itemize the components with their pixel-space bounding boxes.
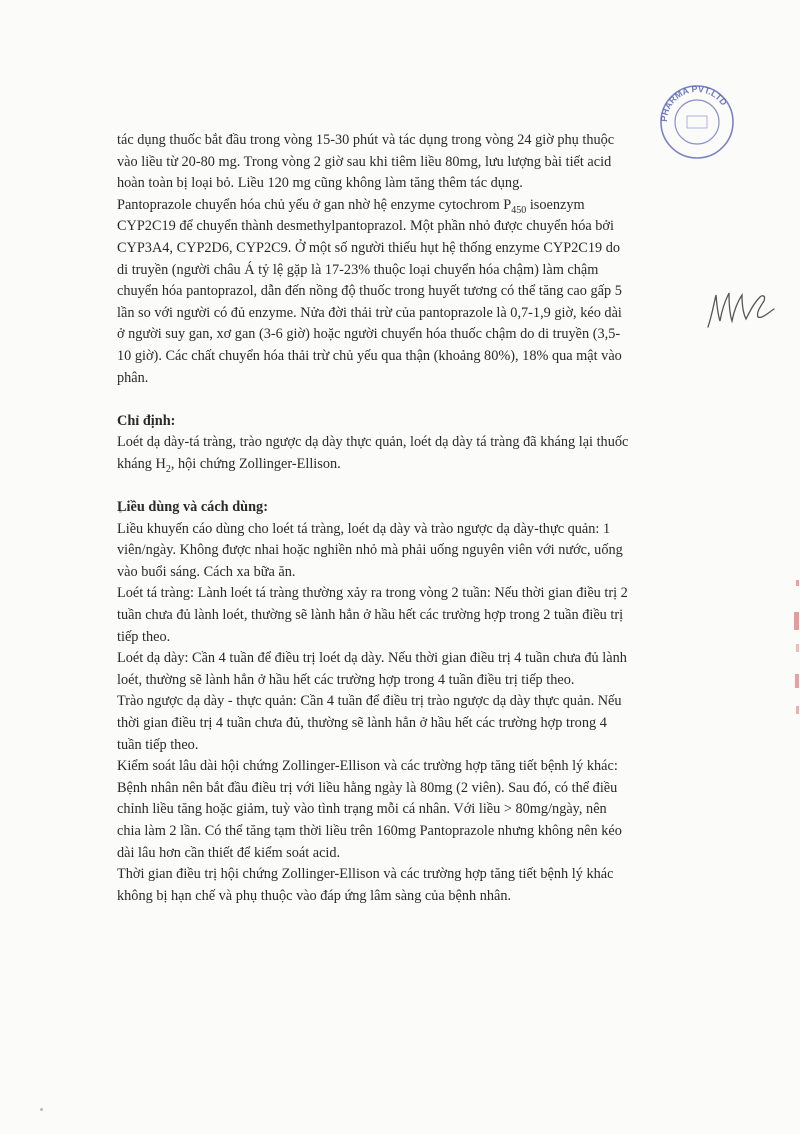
dosage-section [117, 497, 687, 907]
text-line: chỉnh liều tăng hoặc giảm, tuỳ vào tình trạng mỗi cá nhân. Với liều > 80mg/ngày, nên [117, 801, 607, 818]
text-line: tiếp theo. [117, 628, 171, 645]
text-line: CYP2C19 để chuyển thành desmethylpantoprazol. Một phần nhỏ được chuyển hóa bởi [117, 218, 614, 235]
text-line: 10 giờ). Các chất chuyển hóa thải trừ chủ yếu qua thận (khoảng 80%), 18% qua mật vào [117, 347, 622, 364]
text-line: Pantoprazole chuyển hóa chủ yếu ở gan nhờ hệ enzyme cytochrom $P_{450}$ isoenzym [117, 196, 585, 216]
dosage-heading: Liều dùng và cách dùng: [117, 499, 268, 516]
indications-heading: Chỉ định: [117, 412, 176, 429]
stamp-text: PHARMA PVT.LTD [658, 83, 730, 123]
metabolism-paragraph [117, 195, 687, 389]
text-line: lần so với người có đủ enzyme. Nửa đời thải trừ của pantoprazole là 0,7-1,9 giờ, kéo dài [117, 304, 622, 321]
text-line: Liều khuyến cáo dùng cho loét tá tràng, loét dạ dày và trào ngược dạ dày-thực quản: 1 [117, 520, 611, 537]
pharmacodynamics-paragraph [117, 130, 687, 195]
text-line: phân. [117, 369, 149, 386]
text-line: Thời gian điều trị hội chứng Zollinger-Ellison và các trường hợp tăng tiết bệnh lý khác [117, 866, 614, 883]
text-line: Loét dạ dày: Cần 4 tuần để điều trị loét dạ dày. Nếu thời gian điều trị 4 tuần chưa đủ lành [117, 650, 627, 667]
text-line: không bị hạn chế và phụ thuộc vào đáp ứng lâm sàng của bệnh nhân. [117, 887, 512, 904]
text-line: viên/ngày. Không được nhai hoặc nghiền nhỏ mà phải uống nguyên viên với nước, uống [117, 542, 623, 559]
text-line: chuyển hóa pantoprazol, dẫn đến nồng độ thuốc trong huyết tương có thể tăng cao gấp 5 [117, 283, 622, 300]
text-line: ở người suy gan, xơ gan (3-6 giờ) hoặc người chuyển hóa thuốc chậm do di truyền (3,5- [117, 326, 621, 343]
text-line: loét, thường sẽ lành hẳn ở hầu hết các trường hợp trong 4 tuần điều trị tiếp theo. [117, 671, 575, 688]
text-line: Bệnh nhân nên bắt đầu điều trị với liều hằng ngày là 80mg (2 viên). Sau đó, có thể điều [117, 779, 618, 796]
text-line: CYP3A4, CYP2D6, CYP2C9. Ở một số người thiếu hụt hệ thống enzyme CYP2C19 do [117, 239, 621, 256]
text-line: di truyền (người châu Á tỷ lệ gặp là 17-23% thuộc loại chuyển hóa chậm) làm chậm [117, 261, 599, 278]
text-line: Loét dạ dày-tá tràng, trào ngược dạ dày thực quản, loét dạ dày tá tràng đã kháng lại thuốc [117, 434, 629, 451]
text-line: chia làm 2 lần. Có thể tăng tạm thời liều trên 160mg Pantoprazole nhưng không nên kéo [117, 823, 622, 839]
text-line: tác dụng thuốc bắt đầu trong vòng 15-30 phút và tác dụng trong vòng 24 giờ phụ thuộc [117, 132, 615, 148]
handwritten-signature [702, 285, 782, 335]
text-line: Trào ngược dạ dày - thực quản: Cần 4 tuần để điều trị trào ngược dạ dày thực quản. Nếu [117, 693, 622, 710]
text-line: thời gian điều trị 4 tuần chưa đủ, thường sẽ lành hẳn ở hầu hết các trường hợp trong 4 [117, 715, 607, 732]
text-line: Loét tá tràng: Lành loét tá tràng thường xảy ra trong vòng 2 tuần: Nếu thời gian điều trị 2 [117, 585, 628, 602]
edge-marks [790, 578, 800, 728]
speck [40, 1108, 43, 1111]
indications-section [117, 411, 687, 476]
text-line: vào buổi sáng. Cách xa bữa ăn. [117, 563, 296, 580]
text-line: Kiểm soát lâu dài hội chứng Zollinger-Ellison và các trường hợp tăng tiết bệnh lý khác: [117, 758, 618, 775]
text-line: hoàn toàn bị loại bỏ. Liều 120 mg cũng không làm tăng thêm tác dụng. [117, 175, 523, 192]
text-line: vào liều từ 20-80 mg. Trong vòng 2 giờ sau khi tiêm liều 80mg, lưu lượng bài tiết acid [117, 153, 612, 170]
text-line: tuần chưa đủ lành loét, thường sẽ lành hẳn ở hầu hết các trường hợp trong 2 tuần điều trị [117, 607, 624, 624]
text-line: dài lâu hơn cần thiết để kiểm soát acid. [117, 844, 341, 861]
document-body [117, 130, 687, 907]
text-line: kháng $H_2$, hội chứng Zollinger-Ellison. [117, 455, 341, 475]
text-line: tuần tiếp theo. [117, 736, 199, 753]
